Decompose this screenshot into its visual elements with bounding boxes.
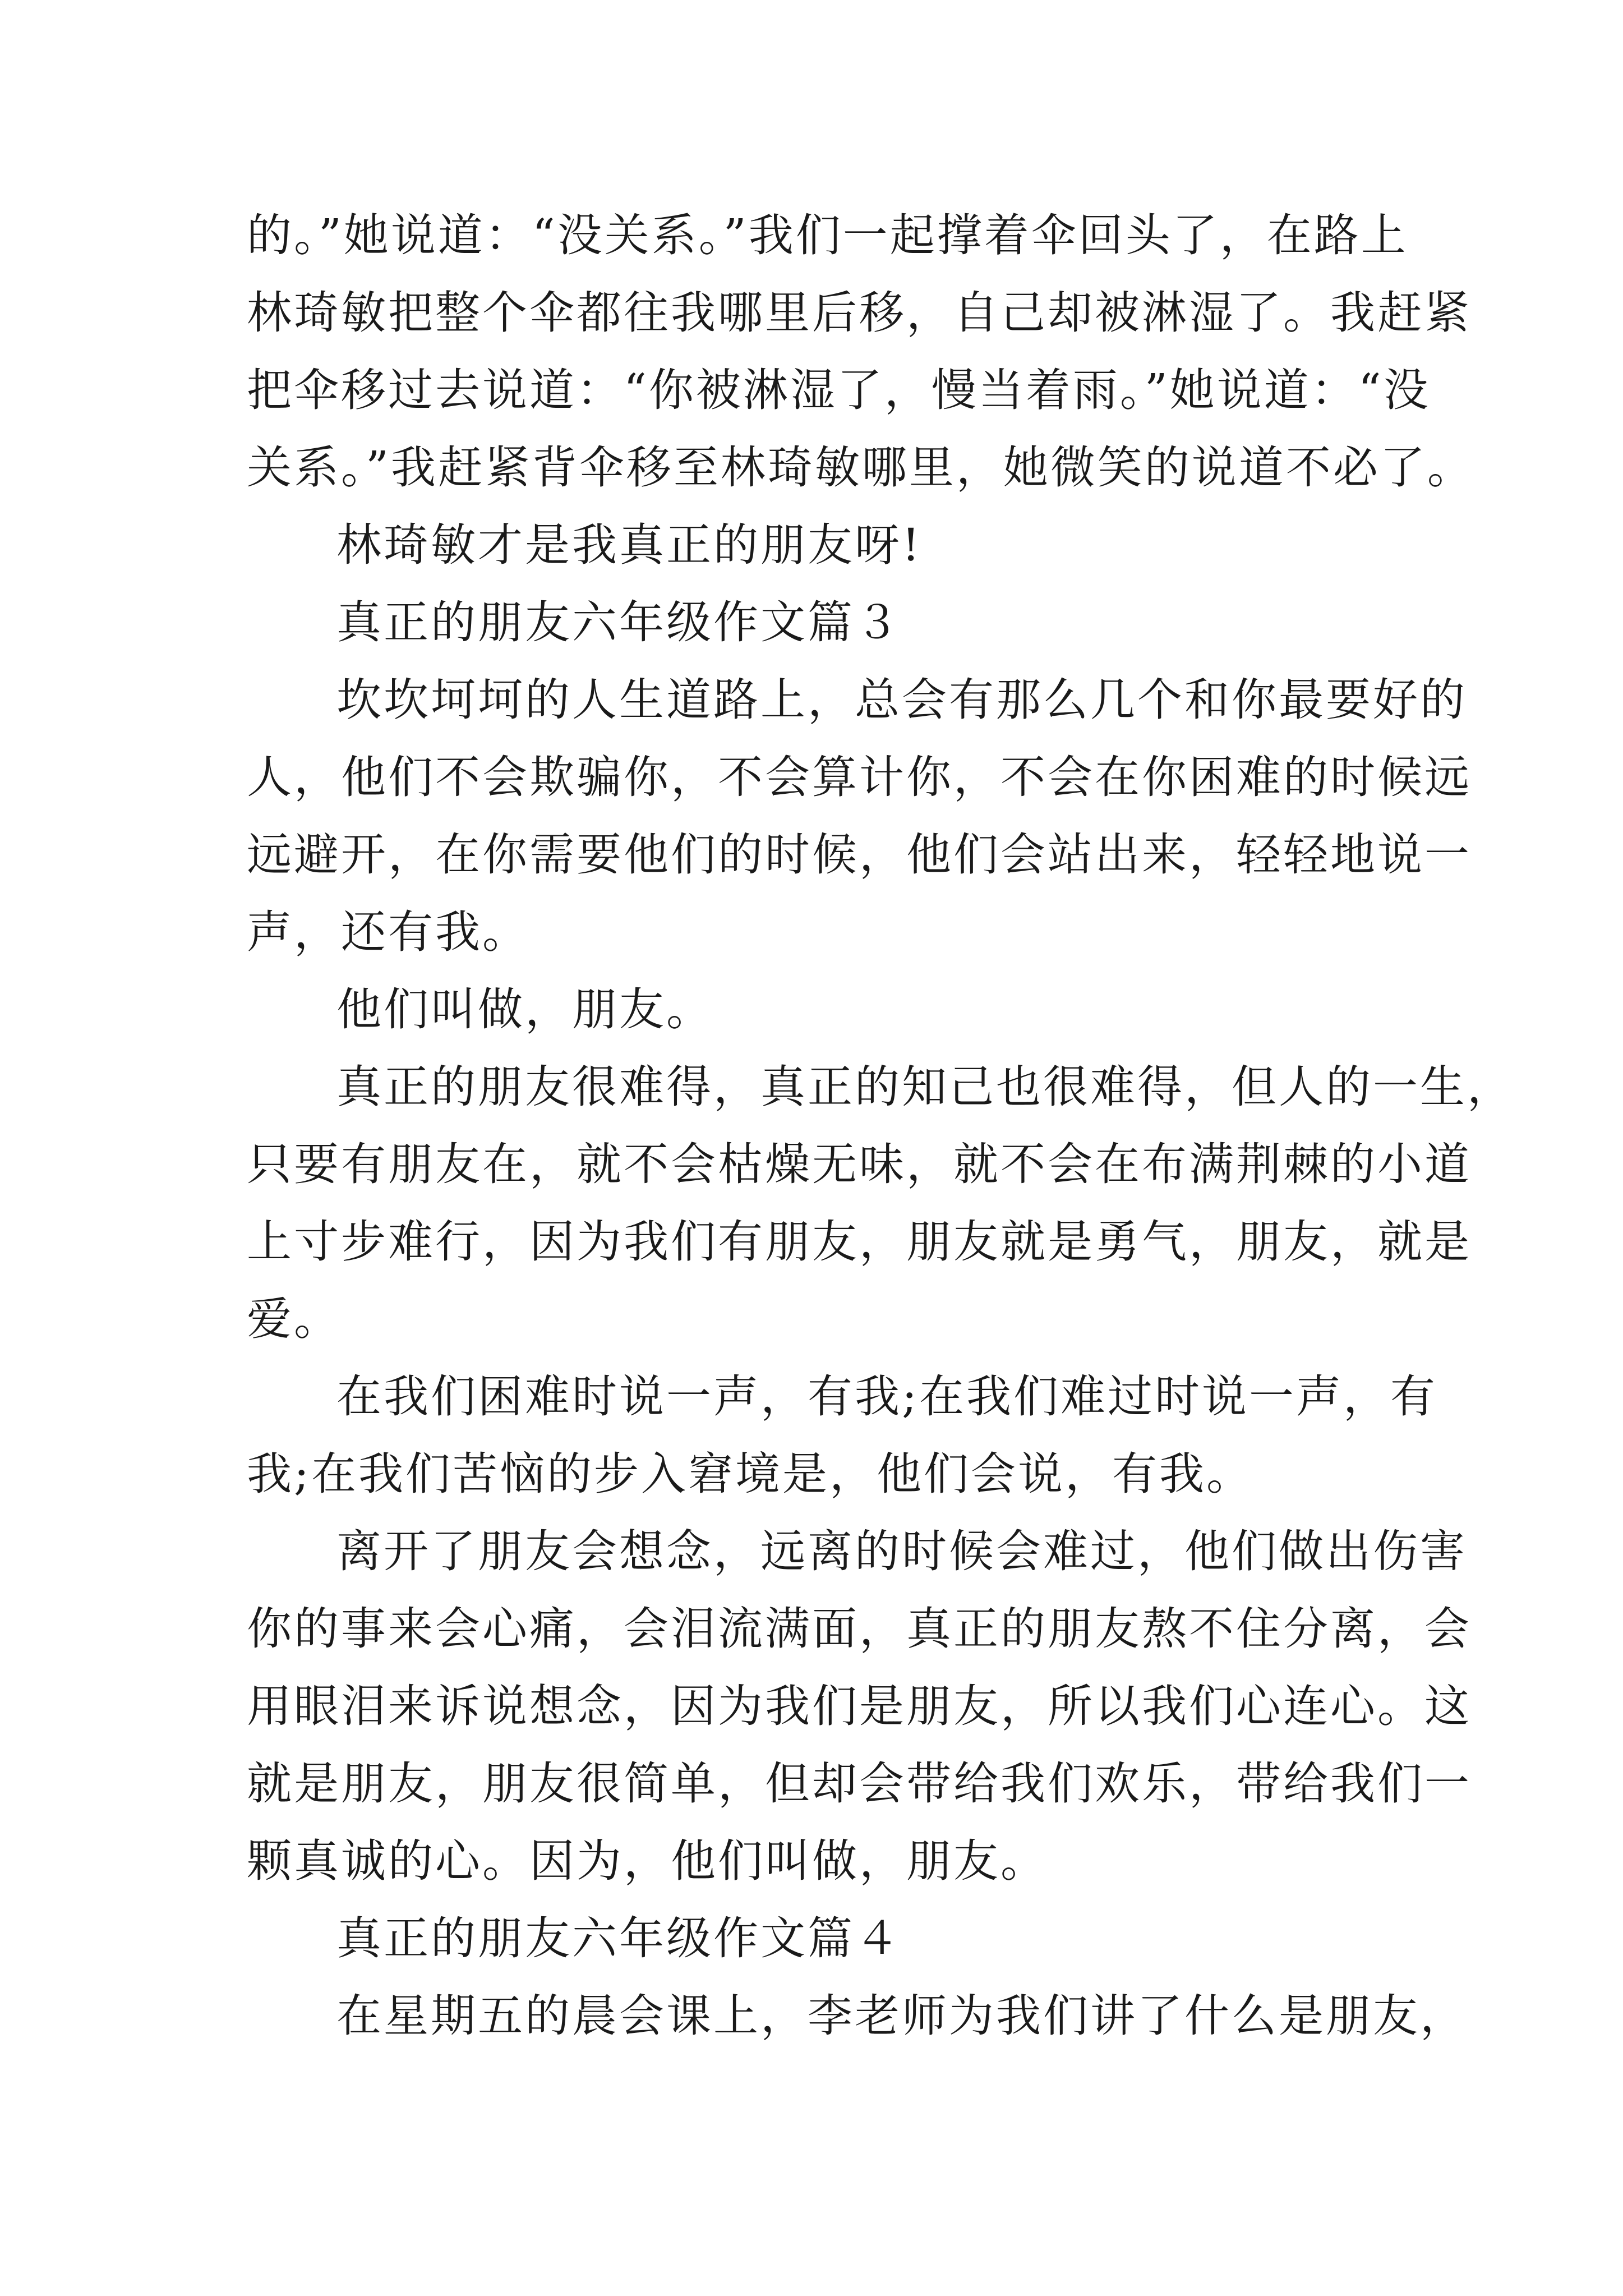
paragraph-line: 上寸步难行，因为我们有朋友，朋友就是勇气，朋友，就是 xyxy=(247,1216,1472,1268)
paragraph-line: 真正的朋友很难得，真正的知己也很难得，但人的一生， xyxy=(336,1061,1514,1113)
paragraph-line: 用眼泪来诉说想念，因为我们是朋友，所以我们心连心。这 xyxy=(247,1680,1472,1732)
section-heading: 真正的朋友六年级作文篇４ xyxy=(336,1912,902,1964)
paragraph-line: 在我们困难时说一声，有我;在我们难过时说一声，有 xyxy=(336,1370,1437,1423)
paragraph-line: 颗真诚的心。因为，他们叫做，朋友。 xyxy=(247,1835,1048,1887)
section-heading: 真正的朋友六年级作文篇３ xyxy=(336,596,902,648)
paragraph-line: 关系。”我赶紧背伞移至林琦敏哪里，她微笑的说道不必了。 xyxy=(247,441,1474,494)
paragraph-line: 林琦敏才是我真正的朋友呀! xyxy=(336,519,923,571)
paragraph-line: 在星期五的晨会课上，李老师为我们讲了什么是朋友， xyxy=(336,1990,1467,2042)
paragraph-line: 离开了朋友会想念，远离的时候会难过，他们做出伤害 xyxy=(336,1525,1467,1577)
paragraph-line: 把伞移过去说道：“你被淋湿了，慢当着雨。”她说道：“没 xyxy=(247,364,1431,416)
paragraph-line: 坎坎坷坷的人生道路上，总会有那么几个和你最要好的 xyxy=(336,674,1467,726)
paragraph-line: 林琦敏把整个伞都往我哪里后移，自己却被淋湿了。我赶紧 xyxy=(247,287,1472,339)
paragraph-line: 爱。 xyxy=(247,1293,341,1345)
paragraph-line: 就是朋友，朋友很简单，但却会带给我们欢乐，带给我们一 xyxy=(247,1757,1472,1810)
paragraph-line: 你的事来会心痛，会泪流满面，真正的朋友熬不住分离，会 xyxy=(247,1603,1472,1655)
paragraph-line: 远避开，在你需要他们的时候，他们会站出来，轻轻地说一 xyxy=(247,829,1472,881)
paragraph-line: 只要有朋友在，就不会枯燥无味，就不会在布满荆棘的小道 xyxy=(247,1138,1472,1190)
paragraph-line: 的。”她说道：“没关系。”我们一起撑着伞回头了，在路上 xyxy=(247,209,1408,261)
paragraph-line: 声，还有我。 xyxy=(247,906,529,958)
paragraph-line: 他们叫做，朋友。 xyxy=(336,983,713,1036)
paragraph-line: 我;在我们苦恼的步入窘境是，他们会说，有我。 xyxy=(247,1448,1253,1500)
paragraph-line: 人，他们不会欺骗你，不会算计你，不会在你困难的时候远 xyxy=(247,751,1472,803)
